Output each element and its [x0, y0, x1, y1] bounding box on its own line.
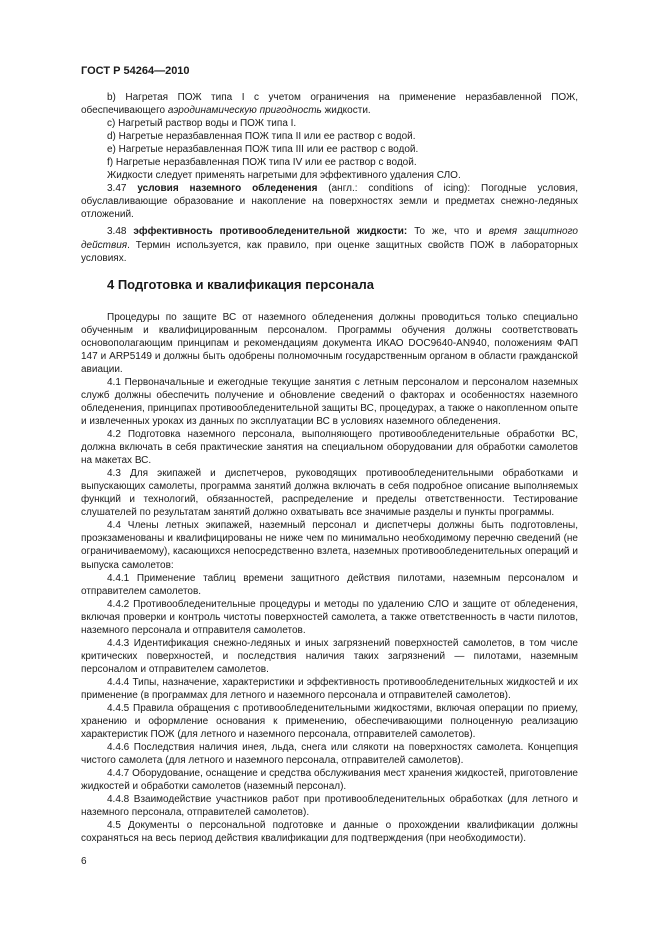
document-code: ГОСТ Р 54264—2010 — [81, 65, 190, 77]
paragraph-4-4-5: 4.4.5 Правила обращения с противообледенительными жидкостями, включая операции по приему, хранению и оформление основания к применению, обеспечивающими полноценную реализацию характеристик ПОЖ (для летного и наземного персонала, отправителей самолетов). — [81, 703, 578, 741]
list-item-b — [81, 91, 578, 117]
paragraph-4-2: 4.2 Подготовка наземного персонала, выполняющего противообледенительные обработки ВС, должна включать в себя практические занятия на специальном оборудовании для обработки самолетов на макетах ВС. — [81, 429, 578, 467]
list-item-b-italic: аэродинамическую пригодность — [167, 105, 322, 117]
list-item-d: d) Нагретые неразбавленная ПОЖ типа II или ее раствор с водой. — [107, 131, 416, 143]
list-item-b-tail: жидкости. — [321, 105, 371, 117]
page-number: 6 — [81, 856, 87, 867]
definition-text: То же, что и — [407, 226, 489, 238]
definition-number: 3.48 — [107, 226, 134, 238]
definition-reference: время защитного действия — [81, 226, 578, 251]
list-item-e: e) Нагретые неразбавленная ПОЖ типа III или ее раствор с водой. — [107, 144, 419, 156]
paragraph-4-4-4: 4.4.4 Типы, назначение, характеристики и эффективность противообледенительных жидкостей и их применение (в программах для летного и наземного персонала и отправителей самолетов). — [81, 676, 578, 701]
paragraph-4-4-2: 4.4.2 Противообледенительные процедуры и методы по удалению СЛО и защите от обледенения, включая проверки и контроль чистоты поверхностей самолета, а также ответственность в части пилотов, наземного персонала и отправителя самолетов. — [81, 598, 578, 636]
paragraph: Процедуры по защите ВС от наземного обледенения должны проводиться только специально обученным и квалифицированным персоналом. Программы обучения должны соответствовать основополагающим принципам и рекомендациям документа ИКАО DOC9640-AN940, положениям ФАП 147 и ARP5149 и должны быть одобрены полномочным государственным органом в области гражданской авиации. — [81, 311, 578, 375]
paragraph-4-1: 4.1 Первоначальные и ежегодные текущие занятия с летным персоналом и персоналом наземных служб должны обеспечить получение и обновление сведений о факторах и особенностях наземного обледенения, принципах противообледенительной защиты ВС, процедурах, а также о накопленном опыте и извлеченных уроках из данных по эксплуатации ВС в условиях наземного обледенения. — [81, 376, 578, 427]
definition-3-48 — [81, 225, 578, 264]
paragraph-4-5: 4.5 Документы о персональной подготовке и данные о прохождении квалификации должны сохраняться на весь период действия квалификации для подтверждения (при необходимости). — [81, 820, 578, 845]
definition-term: условия наземного обледенения — [137, 183, 318, 195]
section-title: 4 Подготовка и квалификация персонала — [107, 276, 375, 292]
paragraph-4-3: 4.3 Для экипажей и диспетчеров, руководящих противообледенительными обработками и выпускающих самолеты, программа занятий должна включать в себя подробное описание выполняемых функций и технологий, обязанностей, распределение и пределы ответственности. Тестирование слушателей по результатам занятий должно охватывать все значимые разделы и пункты программы. — [81, 468, 578, 519]
paragraph-4-4-7: 4.4.7 Оборудование, оснащение и средства обслуживания мест хранения жидкостей, приготовление жидкостей и обработки самолетов (наземный персонал). — [81, 768, 578, 793]
paragraph-4-4-3: 4.4.3 Идентификация снежно-ледяных и иных загрязнений поверхностей самолетов, в том числе критических поверхностей, и последствия наличия таких загрязнений — пилотами, наземным персоналом и отправителем самолетов. — [81, 637, 578, 675]
paragraph-4-4: 4.4 Члены летных экипажей, наземный персонал и диспетчеры должны быть подготовлены, проэкзаменованы и квалифицированы не ниже чем по минимально необходимому перечню сведений (не ограничиваемому), касающихся непосредственно взлета, наземных противообледенительных операций и выпуска самолетов: — [81, 520, 578, 571]
definition-text-tail: . Термин используется, как правило, при оценке защитных свойств ПОЖ в лабораторных условиях. — [81, 239, 578, 264]
definition-text: (англ.: conditions of icing): Погодные условия, обуславливающие образование и накопление на поверхностях земли и предметах снежно-ледяных отложений. — [81, 183, 578, 221]
definition-term: эффективность противообледенительной жидкости: — [133, 226, 408, 238]
paragraph-4-4-6: 4.4.6 Последствия наличия инея, льда, снега или слякоти на поверхностях самолета. Концепция чистого самолета (для летного и наземного персонала, отправителей самолетов). — [81, 742, 578, 767]
list-item-c: c) Нагретый раствор воды и ПОЖ типа I. — [107, 118, 297, 130]
list-item-f: f) Нагретые неразбавленная ПОЖ типа IV или ее раствор с водой. — [107, 157, 417, 169]
page-body — [81, 91, 578, 846]
paragraph-4-4-8: 4.4.8 Взаимодействие участников работ при противообледенительных обработках (для летного и наземного персонала, отправителей самолетов). — [81, 794, 578, 819]
definition-number: 3.47 — [107, 183, 138, 195]
definition-3-47 — [81, 182, 578, 221]
paragraph-4-4-1: 4.4.1 Применение таблиц времени защитного действия пилотами, наземным персоналом и отправителем самолетов. — [81, 572, 578, 597]
list-item-b-text: b) Нагретая ПОЖ типа I с учетом ограничения на применение неразбавленной ПОЖ, обеспечивающего — [81, 92, 578, 117]
list-note: Жидкости следует применять нагретыми для эффективного удаления СЛО. — [107, 170, 461, 182]
